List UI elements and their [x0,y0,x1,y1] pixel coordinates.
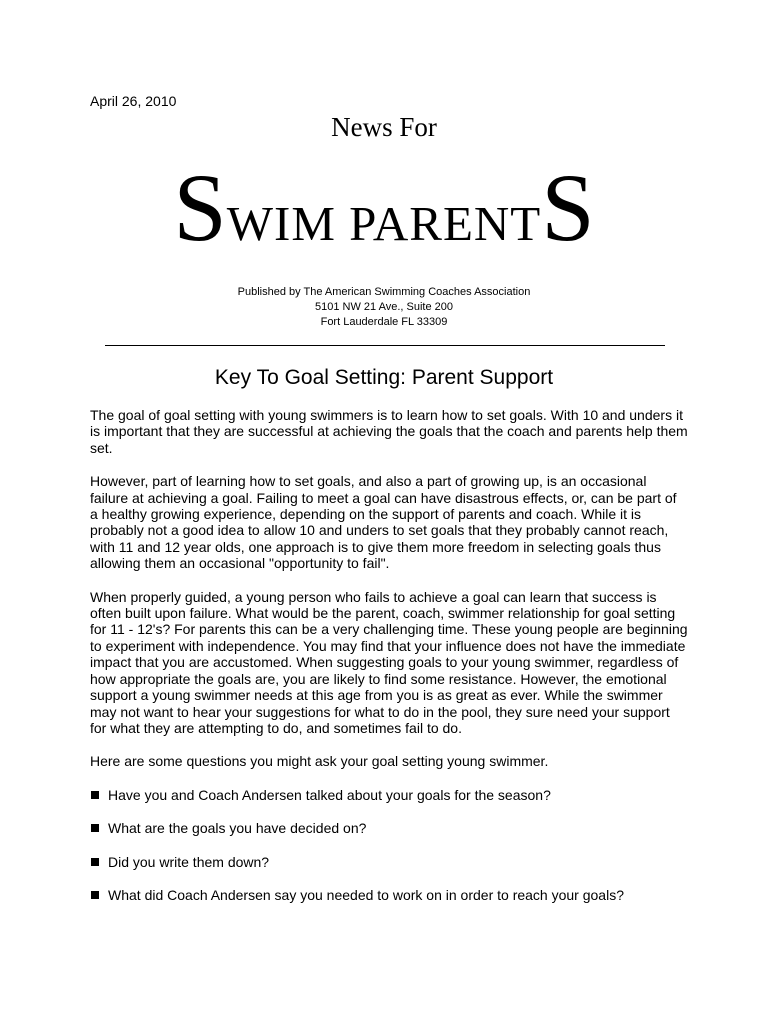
question-text: Have you and Coach Andersen talked about your goals for the season? [108,786,551,803]
list-item [90,787,688,803]
publisher-line: Published by The American Swimming Coaches Association [237,286,531,298]
paragraph: Here are some questions you might ask your goal setting young swimmer. [90,753,549,770]
square-bullet-icon [91,891,99,899]
list-item [90,820,688,836]
masthead-first-letter: S [173,154,227,261]
question-text: What are the goals you have decided on? [108,820,367,837]
square-bullet-icon [91,791,99,799]
news-for-heading: News For [331,112,437,142]
square-bullet-icon [91,824,99,832]
question-list [90,787,688,904]
publisher-city: Fort Lauderdale FL 33309 [320,316,448,328]
square-bullet-icon [91,858,99,866]
question-text: Did you write them down? [108,853,270,870]
masthead-title [0,154,768,261]
divider-rule [105,345,665,346]
article-body [90,407,688,920]
article-headline: Key To Goal Setting: Parent Support [214,366,554,389]
list-item [90,854,688,870]
publisher-block [0,285,768,330]
issue-date: April 26, 2010 [90,93,177,109]
question-text: What did Coach Andersen say you needed to work on in order to reach your goals? [108,886,624,903]
masthead-middle: WIM PARENT [226,196,542,251]
publisher-address: 5101 NW 21 Ave., Suite 200 [315,301,453,313]
paragraph: However, part of learning how to set goals, and also a part of growing up, is an occasional failure at achieving a goal. Failing to meet a goal can have disastrous effects, or, can be part of a healthy growing experience, depending on the support of parents and coach. While it is probably not a good idea to allow 10 and unders to set goals that they probably cannot reach, with 11 and 12 year olds, one approach is to give them more freedom in selecting goals thus allowing them an occasional "opportunity to fail". [90,473,677,572]
list-item [90,887,688,903]
masthead-last-letter: S [541,154,595,261]
paragraph: The goal of goal setting with young swimmers is to learn how to set goals. With 10 and unders it is important that they are successful at achieving the goals that the coach and parents help them set. [90,407,688,456]
paragraph: When properly guided, a young person who fails to achieve a goal can learn that success is often built upon failure. What would be the parent, coach, swimmer relationship for goal setting for 11 - 12's? For parents this can be a very challenging time. These young people are beginning to experiment with independence. You may find that your influence does not have the immediate impact that you are accustomed. When suggesting goals to your young swimmer, regardless of how appropriate the goals are, you are likely to find some resistance. However, the emotional support a young swimmer needs at this age from you is as great as ever. While the swimmer may not want to hear your suggestions for what to do in the pool, they sure need your support for what they are attempting to do, and sometimes fail to do. [90,588,688,736]
